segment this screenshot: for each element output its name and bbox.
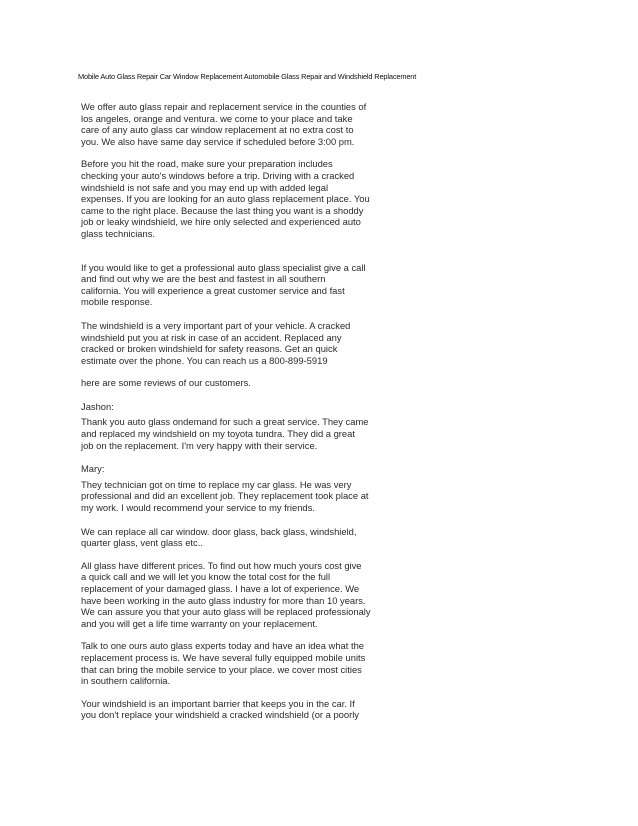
intro-paragraph: We offer auto glass repair and replacement service in the counties of los angeles, orange and ventura. we come to your place and take care of any auto glass car window replacement at no extra cost to you. We also have same day service if scheduled before 3:00 pm. (81, 101, 367, 147)
reviewer-name: Mary: (81, 463, 105, 475)
reviews-intro: here are some reviews of our customers. (81, 377, 251, 389)
window-types-paragraph: We can replace all car window. door glass, back glass, windshield, quarter glass, vent glass etc.. (81, 525, 357, 549)
page-title: Mobile Auto Glass Repair Car Window Replacement Automobile Glass Repair and Windshield Replacement (78, 72, 417, 81)
experts-paragraph: Talk to one ours auto glass experts today and have an idea what the replacement process is. We have several fully equipped mobile units that can bring the mobile service to your place. we cover most cities in southern california. (81, 640, 366, 687)
document-body (81, 101, 401, 721)
review-text: Thank you auto glass ondemand for such a great service. They came and replaced my windshield on my toyota tundra. They did a great job on the replacement. I'm very happy with their service. (81, 416, 369, 451)
windshield-paragraph: The windshield is a very important part of your vehicle. A cracked windshield put you at risk in case of an accident. Replaced any cracked or broken windshield for safety reasons. Get an quick estimate over the phone. You can reach us a 800-899-5919 (81, 319, 351, 366)
barrier-paragraph: Your windshield is an important barrier that keeps you in the car. If you don't replace your windshield a cracked windshield (or a poorly (81, 697, 359, 721)
pricing-paragraph: All glass have different prices. To find out how much yours cost give a quick call and we will let you know the total cost for the full replacement of your damaged glass. I have a lot of experience. We have been working in the auto glass industry for more than 10 years. We can assure you that your auto glass will be replaced professionaly and you will get a life time warranty on your replacement. (81, 559, 371, 629)
preparation-paragraph: Before you hit the road, make sure your preparation includes checking your auto's windows before a trip. Driving with a cracked windshield is not safe and you may end up with added legal expenses. If you are looking for an auto glass replacement place. You came to the right place. Because the last thing you want is a shoddy job or leaky windshield, we hire only selected and experienced auto glass technicians. (81, 158, 370, 239)
review-text: They technician got on time to replace my car glass. He was very professional and did an excellent job. They replacement took place at my work. I would recommend your service to my friends. (81, 478, 369, 514)
reviewer-name: Jashon: (81, 400, 114, 412)
specialist-paragraph: If you would like to get a professional auto glass specialist give a call and find out why we are the best and fastest in all southern california. You will experience a great customer service and fast mobile response. (81, 261, 366, 308)
